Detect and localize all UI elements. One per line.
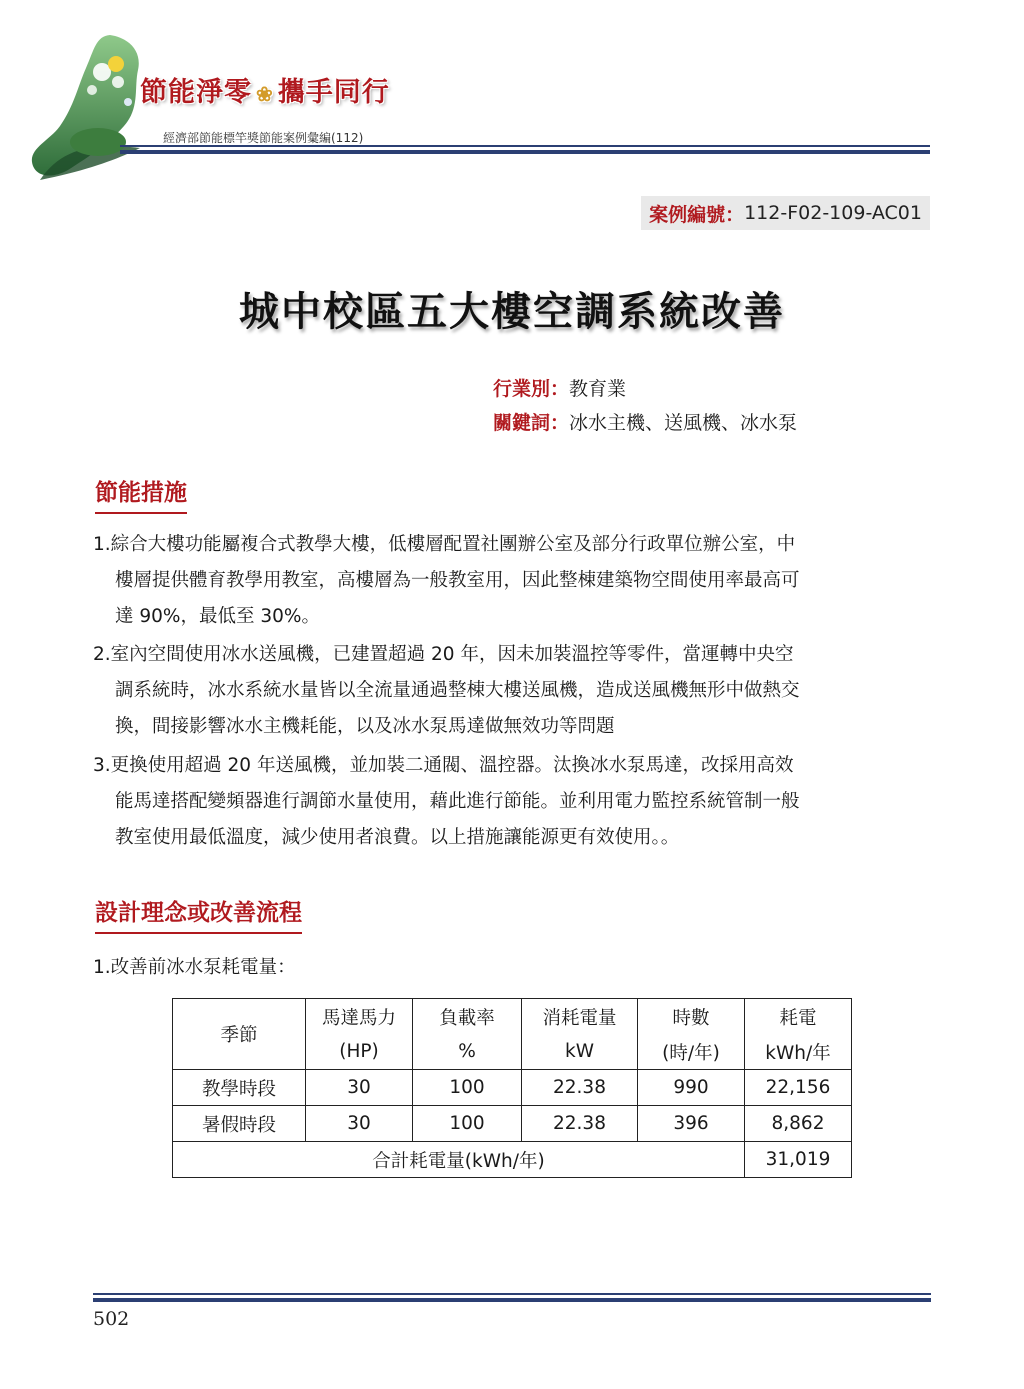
header-cell: 時數 bbox=[638, 999, 745, 1035]
header-rule bbox=[120, 145, 930, 147]
header-unit: (時/年) bbox=[638, 1034, 745, 1070]
industry-value: 教育業 bbox=[569, 378, 627, 400]
keywords-row bbox=[493, 408, 797, 435]
table-intro bbox=[93, 950, 933, 986]
item-line: 達 90%，最低至 30%。 bbox=[115, 606, 321, 627]
table-cell: 990 bbox=[638, 1070, 745, 1106]
table-total-row bbox=[173, 1142, 852, 1178]
industry-row bbox=[493, 374, 626, 401]
footer-rule bbox=[93, 1293, 931, 1295]
header-unit: kWh/年 bbox=[745, 1034, 852, 1070]
keywords-value: 冰水主機、送風機、冰水泵 bbox=[569, 412, 798, 434]
footer-rule-thick bbox=[93, 1298, 931, 1302]
table-cell: 30 bbox=[306, 1106, 413, 1142]
header-unit: kW bbox=[522, 1034, 638, 1070]
brand-slogan bbox=[140, 70, 390, 109]
case-number-box bbox=[641, 196, 930, 230]
section-heading-measures bbox=[95, 474, 187, 507]
section-heading-measures-text: 節能措施 bbox=[95, 480, 187, 506]
table-cell: 22,156 bbox=[745, 1070, 852, 1106]
section-heading-design-text: 設計理念或改善流程 bbox=[95, 900, 302, 926]
table-cell: 8,862 bbox=[745, 1106, 852, 1142]
table-cell: 396 bbox=[638, 1106, 745, 1142]
table-intro-text: 1.改善前冰水泵耗電量： bbox=[93, 957, 296, 978]
item-number: 1. bbox=[93, 534, 111, 555]
table-cell: 22.38 bbox=[522, 1106, 638, 1142]
header-cell: 馬達馬力 bbox=[306, 999, 413, 1035]
table-cell: 100 bbox=[413, 1070, 522, 1106]
header-unit: (HP) bbox=[306, 1034, 413, 1070]
item-line: 綜合大樓功能屬複合式教學大樓，低樓層配置社團辦公室及部分行政單位辦公室，中 bbox=[110, 534, 796, 555]
section-heading-design bbox=[95, 894, 302, 927]
table-cell: 100 bbox=[413, 1106, 522, 1142]
industry-label: 行業別： bbox=[493, 378, 570, 400]
section-underline bbox=[95, 932, 302, 934]
table-cell: 30 bbox=[306, 1070, 413, 1106]
table-row bbox=[173, 1106, 852, 1142]
flower-separator-icon: ❀ bbox=[256, 82, 274, 106]
measure-item-2 bbox=[93, 637, 933, 745]
total-label: 合計耗電量(kWh/年) bbox=[173, 1142, 745, 1178]
measure-item-3 bbox=[93, 748, 933, 856]
header-cell: 耗電 bbox=[745, 999, 852, 1035]
item-line: 室內空間使用冰水送風機，已建置超過 20 年，因未加裝溫控等零件，當運轉中央空 bbox=[110, 644, 794, 665]
brand-left: 節能淨零 bbox=[140, 77, 252, 108]
item-line: 樓層提供體育教學用教室，高樓層為一般教室用，因此整棟建築物空間使用率最高可 bbox=[115, 570, 800, 591]
item-number: 3. bbox=[93, 755, 111, 776]
item-line: 換，間接影響冰水主機耗能，以及冰水泵馬達做無效功等問題 bbox=[115, 716, 615, 737]
header-unit: % bbox=[413, 1034, 522, 1070]
total-value: 31,019 bbox=[745, 1142, 852, 1178]
table-row bbox=[173, 1070, 852, 1106]
pump-consumption-table bbox=[172, 998, 852, 1178]
case-number-value: 112-F02-109-AC01 bbox=[744, 202, 922, 224]
series-subtitle: 經濟部節能標竿獎節能案例彙編(112) bbox=[163, 131, 364, 145]
header-cell: 負載率 bbox=[413, 999, 522, 1035]
item-line: 調系統時，冰水系統水量皆以全流量通過整棟大樓送風機，造成送風機無形中做熱交 bbox=[115, 680, 800, 701]
table-cell: 22.38 bbox=[522, 1070, 638, 1106]
table-cell: 教學時段 bbox=[173, 1070, 306, 1106]
case-number-label: 案例編號： bbox=[649, 203, 745, 226]
section-underline bbox=[95, 512, 187, 514]
item-number: 2. bbox=[93, 644, 111, 665]
item-line: 更換使用超過 20 年送風機，並加裝二通閥、溫控器。汰換冰水泵馬達，改採用高效 bbox=[110, 755, 794, 776]
brand-right: 攜手同行 bbox=[277, 77, 390, 108]
keywords-label: 關鍵詞： bbox=[493, 412, 570, 434]
header-season: 季節 bbox=[173, 999, 306, 1070]
page-number: 502 bbox=[93, 1308, 130, 1330]
table-cell: 暑假時段 bbox=[173, 1106, 306, 1142]
page-title: 城中校區五大樓空調系統改善 bbox=[239, 289, 785, 335]
measure-item-1 bbox=[93, 527, 933, 635]
header-rule-thick bbox=[120, 150, 930, 154]
item-line: 教室使用最低溫度，減少使用者浪費。以上措施讓能源更有效使用。。 bbox=[115, 827, 680, 848]
header-cell: 消耗電量 bbox=[522, 999, 638, 1035]
item-line: 能馬達搭配變頻器進行調節水量使用，藉此進行節能。並利用電力監控系統管制一般 bbox=[115, 791, 800, 812]
